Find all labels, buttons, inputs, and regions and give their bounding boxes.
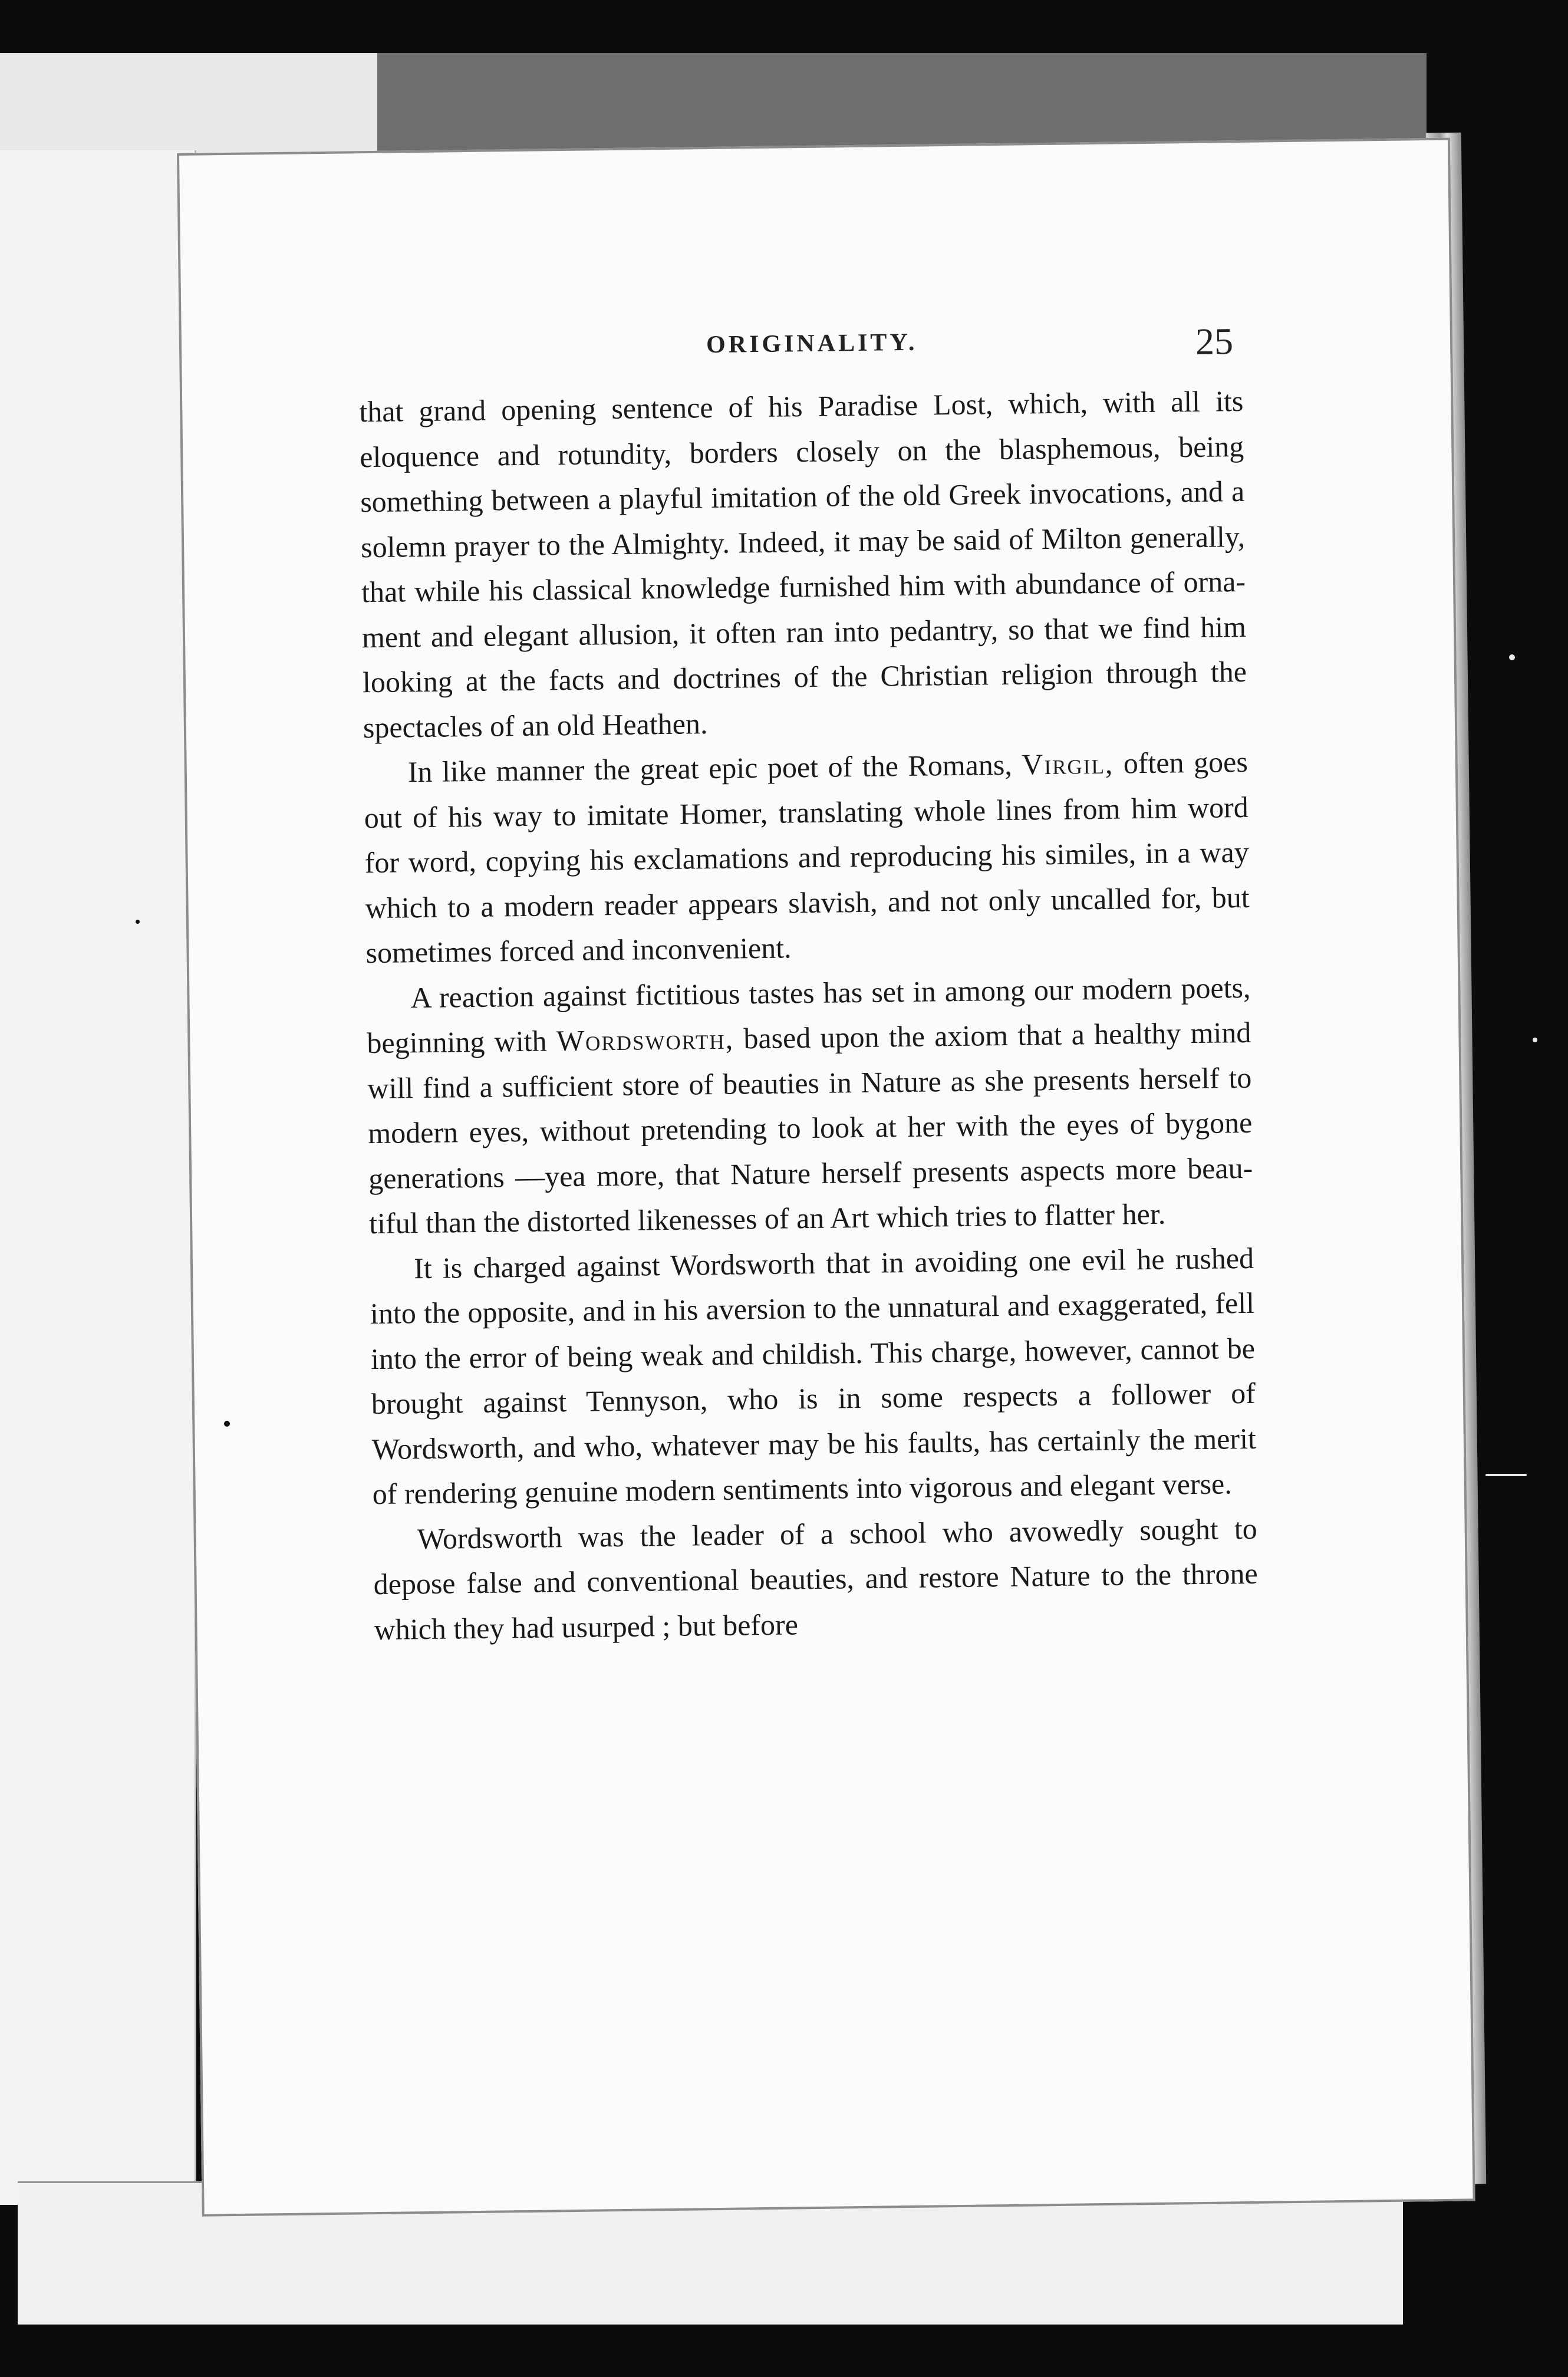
scan-speck — [1485, 1474, 1527, 1476]
scan-speck — [224, 1421, 230, 1427]
paragraph-3-smallcaps-name: Wordsworth, — [556, 1022, 734, 1058]
left-facing-page — [0, 150, 196, 2205]
page-number: 25 — [1195, 320, 1234, 363]
left-page-top-edge — [0, 53, 377, 165]
scan-speck — [1509, 654, 1515, 660]
paragraph-3-text-before: A reaction against fictitious tastes has set in among our modern poets, beginning with — [367, 970, 1251, 1060]
paragraph-4: It is charged against Wordsworth that in avoiding one evil he rushed into the opposite, and in his aversion to the unnatural and exaggerated, fell into the error of being weak and childish. This charge, however, cannot be brought against Tennyson, who is in some respects a follower of Wordsworth, and who, whatever may be his faults, has certainly the merit of rendering genuine modern sentiments into vigorous and elegant verse. — [370, 1241, 1257, 1511]
scan-speck — [1533, 1038, 1537, 1042]
running-head-title: ORIGINALITY. — [706, 328, 918, 359]
paragraph-2 — [363, 739, 1250, 976]
paragraph-2-text-after: often goes out of his way to imitate Homer, translating whole lines from him word for word, copying his exclamations and reproducing his similes, in a way which to a modern reader appears slavish, and not only uncalled for, but sometimes forced and inconvenient. — [364, 745, 1250, 970]
scan-speck — [136, 920, 140, 924]
paragraph-2-text-before: In like manner the great epic poet of the Romans, — [407, 748, 1022, 789]
paragraph-3-text-after: based upon the axiom that a healthy mind will find a sufficient store of beauties in Nature as she presents herself to modern eyes, without pretending to look at her with the eyes of bygone generations —yea more, that Nature herself presents aspects more beautiful than the distorted likenesses of an Art which tries to flatter her. — [367, 1015, 1253, 1240]
text-body — [359, 378, 1259, 1652]
paragraph-1: that grand opening sentence of his Paradise Lost, which, with all its eloquence and rotundity, borders closely on the blasphemous, being something between a playful imitation of the old Greek invocations, and a solemn prayer to the Almighty. Indeed, it may be said of Milton generally, that while his classical knowledge furnished him with abundance of ornament and elegant allusion, it often ran into pedantry, so that we find him looking at the facts and doctrines of the Christian religion through the spectacles of an old Heathen. — [359, 384, 1247, 744]
running-head — [182, 317, 1455, 374]
paragraph-2-smallcaps-name: Virgil, — [1022, 746, 1114, 781]
paragraph-3 — [366, 964, 1253, 1246]
book-page — [177, 138, 1475, 2217]
paragraph-5: Wordsworth was the leader of a school who avowedly sought to depose false and conventional beauties, and restore Nature to the throne which they had usurped ; but before — [373, 1512, 1258, 1646]
